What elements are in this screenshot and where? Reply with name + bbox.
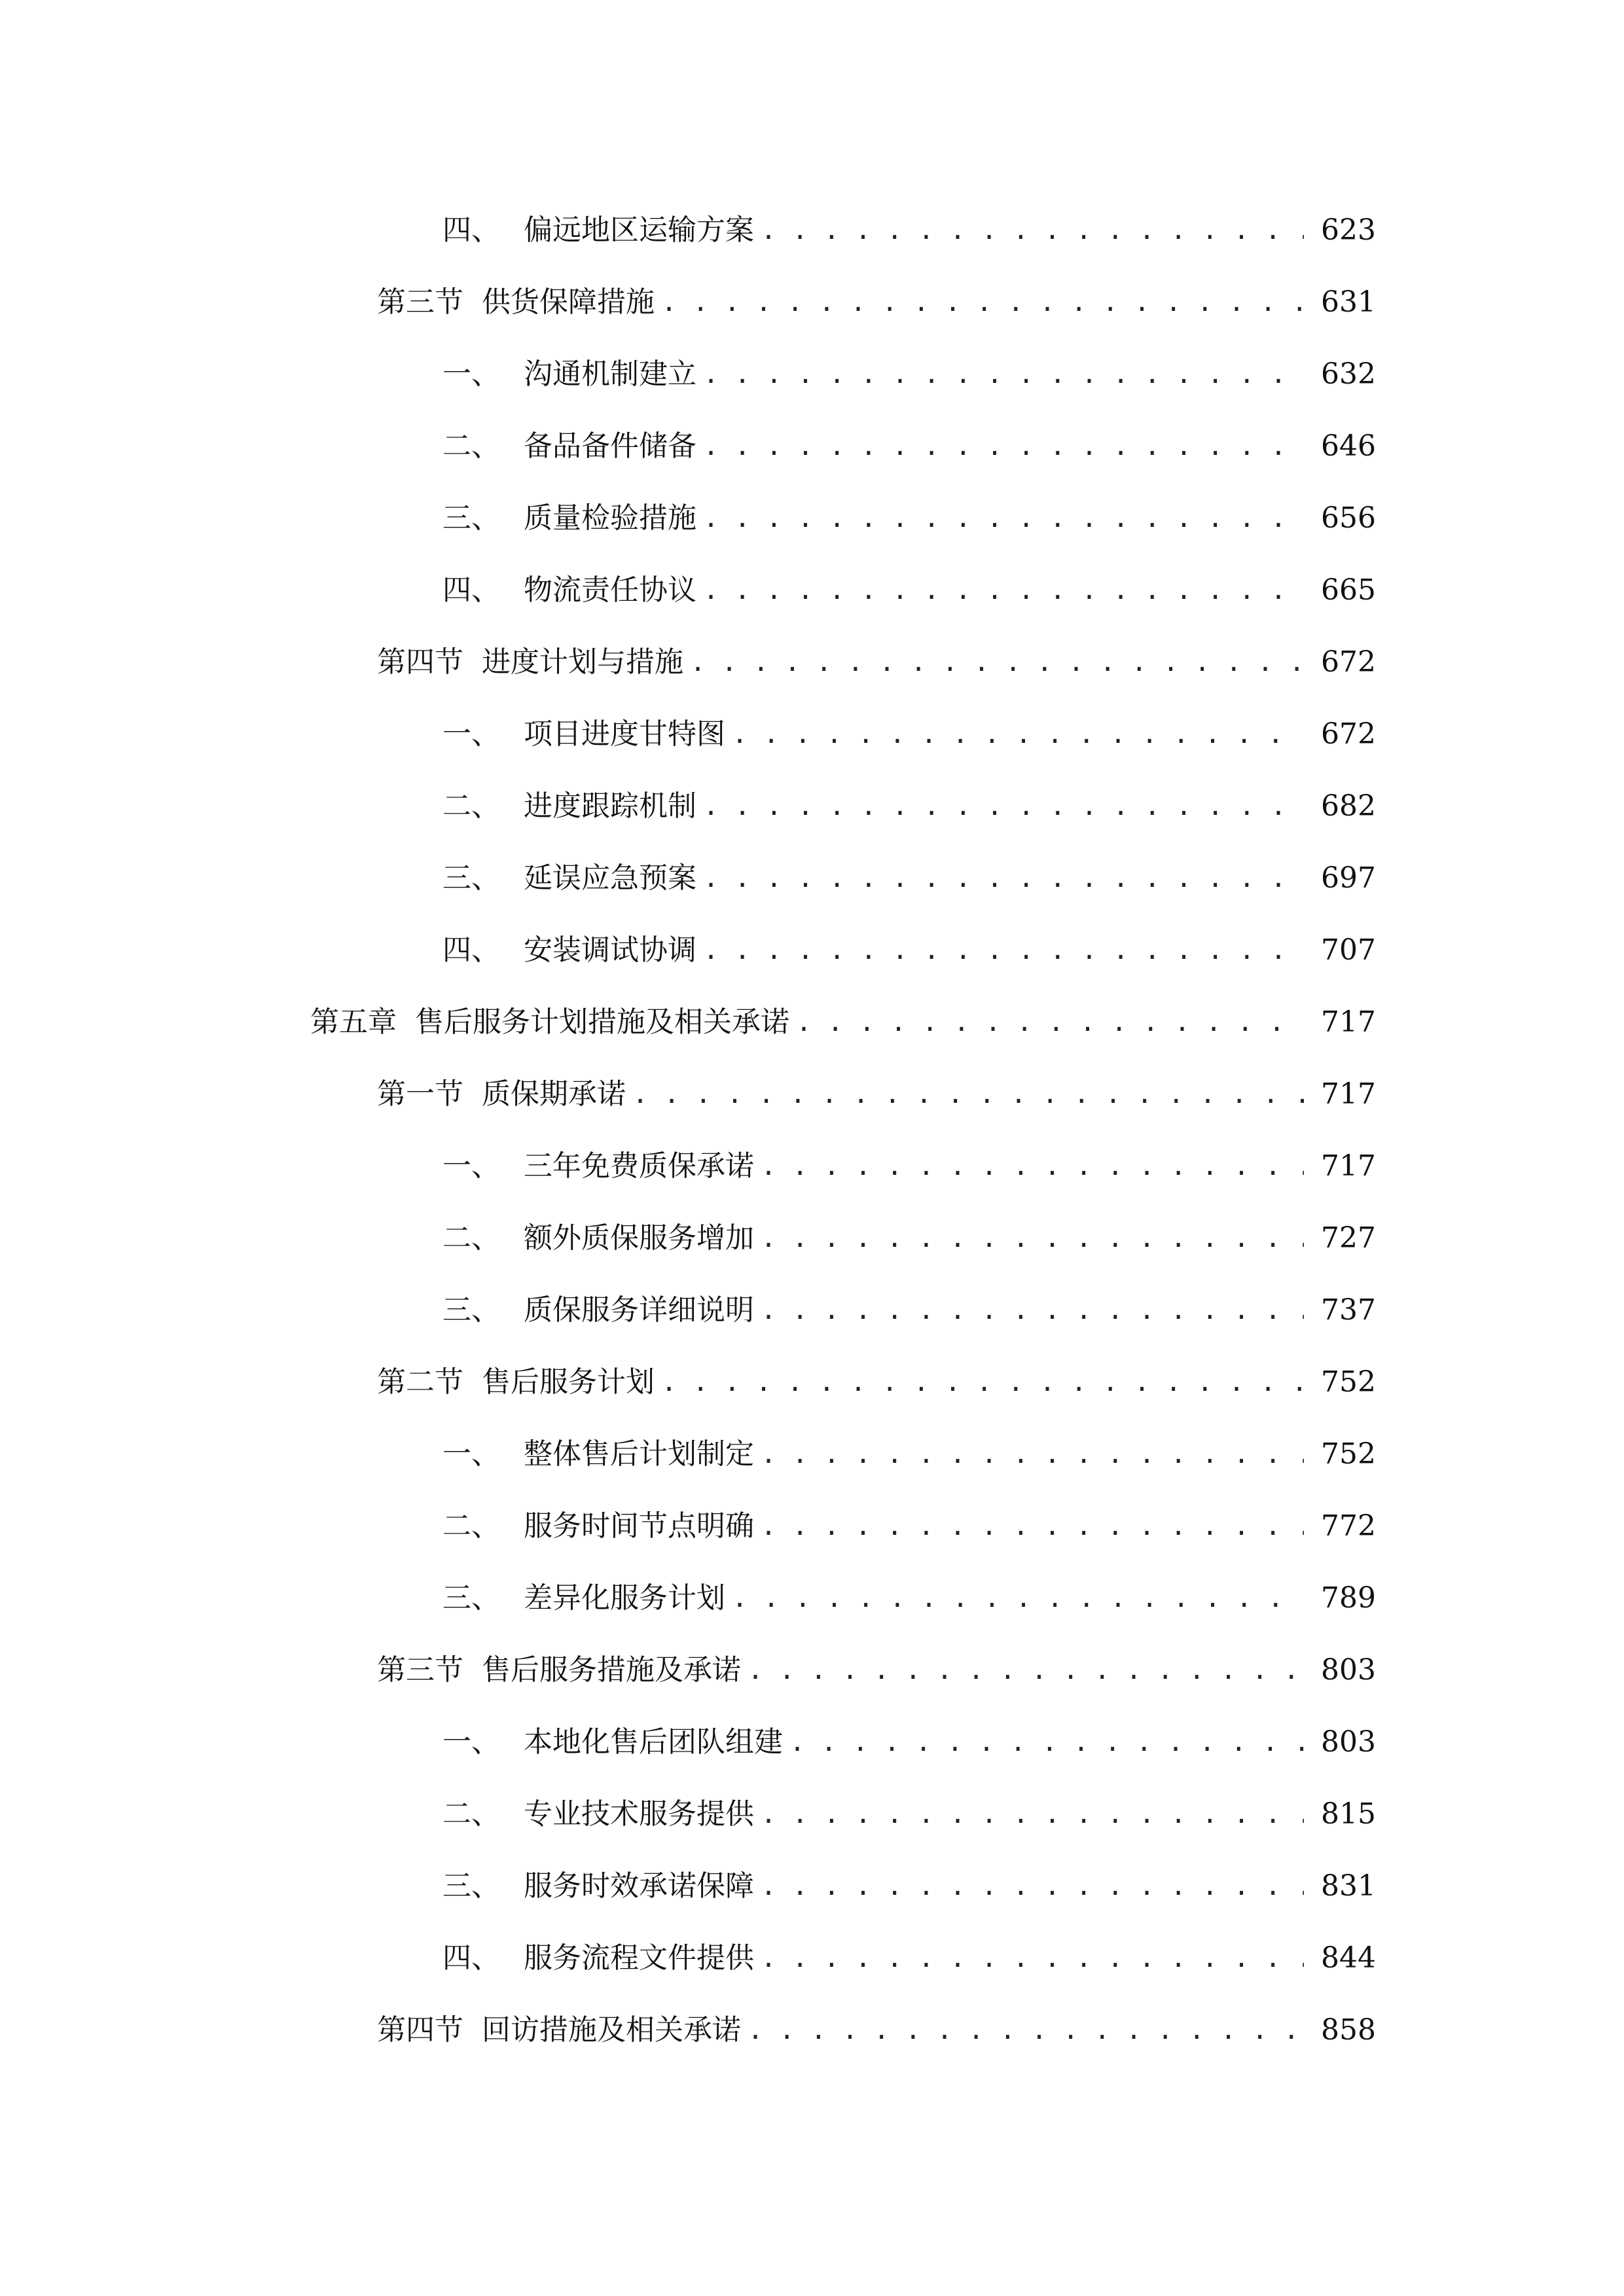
toc-dot-leader	[703, 433, 1304, 459]
toc-entry-page: 727	[1321, 1221, 1376, 1255]
toc-entry-title: 回访措施及相关承诺	[482, 2013, 741, 2047]
toc-entry-number: 三、	[442, 1869, 500, 1903]
toc-entry[interactable]	[0, 482, 1624, 554]
toc-entry[interactable]	[0, 266, 1624, 338]
toc-entry[interactable]	[0, 1634, 1624, 1706]
toc-dot-leader	[732, 721, 1304, 747]
toc-entry-title: 安装调试协调	[524, 933, 696, 967]
toc-entry-number: 二、	[442, 429, 500, 463]
toc-entry-title: 备品备件储备	[524, 429, 696, 463]
toc-entry-page: 831	[1321, 1869, 1376, 1903]
toc-entry-number: 三、	[442, 1293, 500, 1327]
toc-entry-number: 第一节	[377, 1077, 463, 1111]
toc-entry-number: 二、	[442, 1509, 500, 1543]
toc-entry[interactable]	[0, 626, 1624, 698]
toc-dot-leader	[748, 1657, 1304, 1683]
toc-entry-chapter[interactable]	[0, 986, 1624, 1058]
toc-entry-page: 858	[1321, 2013, 1376, 2047]
toc-entry-number: 一、	[442, 1725, 500, 1759]
toc-entry[interactable]	[0, 338, 1624, 410]
toc-entry-number: 二、	[442, 789, 500, 823]
toc-entry[interactable]	[0, 842, 1624, 914]
toc-entry-page: 717	[1321, 1149, 1376, 1183]
toc-entry-page: 631	[1321, 285, 1376, 319]
toc-entry-number: 一、	[442, 1149, 500, 1183]
toc-entry[interactable]	[0, 1490, 1624, 1562]
toc-entry-number: 三、	[442, 1581, 500, 1615]
toc-entry-page: 789	[1321, 1581, 1376, 1615]
toc-entry-number: 第四节	[377, 645, 463, 679]
toc-dot-leader	[661, 1369, 1304, 1395]
toc-dot-leader	[661, 289, 1304, 315]
toc-entry-title: 三年免费质保承诺	[524, 1149, 754, 1183]
toc-entry-title: 质量检验措施	[524, 501, 696, 535]
toc-entry-title: 售后服务措施及承诺	[482, 1653, 741, 1687]
toc-entry-title: 质保期承诺	[482, 1077, 626, 1111]
toc-entry[interactable]	[0, 410, 1624, 482]
toc-entry-page: 752	[1321, 1365, 1376, 1399]
toc-entry-title: 质保服务详细说明	[524, 1293, 754, 1327]
toc-entry-page: 717	[1321, 1005, 1376, 1039]
toc-entry-number: 第二节	[377, 1365, 463, 1399]
toc-entry-title: 进度跟踪机制	[524, 789, 696, 823]
toc-entry-title: 物流责任协议	[524, 573, 696, 607]
toc-entry-page: 737	[1321, 1293, 1376, 1327]
toc-dot-leader	[632, 1081, 1304, 1107]
toc-entry-number: 一、	[442, 1437, 500, 1471]
toc-entry-page: 632	[1321, 357, 1376, 391]
toc-entry-number: 第四节	[377, 2013, 463, 2047]
toc-dot-leader	[703, 865, 1304, 891]
toc-entry-title: 服务时效承诺保障	[524, 1869, 754, 1903]
toc-entry[interactable]	[0, 194, 1624, 266]
toc-dot-leader	[761, 1225, 1304, 1251]
toc-dot-leader	[761, 1513, 1304, 1539]
toc-dot-leader	[789, 1729, 1304, 1755]
toc-entry-page: 656	[1321, 501, 1376, 535]
toc-entry-page: 665	[1321, 573, 1376, 607]
toc-entry-number: 二、	[442, 1797, 500, 1831]
toc-entry-page: 672	[1321, 645, 1376, 679]
toc-entry-page: 752	[1321, 1437, 1376, 1471]
toc-dot-leader	[761, 1945, 1304, 1971]
toc-entry-page: 707	[1321, 933, 1376, 967]
toc-entry-page: 803	[1321, 1653, 1376, 1687]
toc-entry-number: 三、	[442, 861, 500, 895]
toc-entry-page: 646	[1321, 429, 1376, 463]
toc-entry-title: 供货保障措施	[482, 285, 655, 319]
toc-dot-leader	[796, 1009, 1304, 1035]
toc-entry-number: 四、	[442, 213, 500, 247]
toc-dot-leader	[761, 1873, 1304, 1899]
toc-dot-leader	[703, 577, 1304, 603]
toc-dot-leader	[703, 505, 1304, 531]
toc-dot-leader	[761, 1297, 1304, 1323]
toc-entry[interactable]	[0, 1418, 1624, 1490]
toc-entry[interactable]	[0, 1850, 1624, 1922]
toc-entry-title: 偏远地区运输方案	[524, 213, 754, 247]
toc-entry-number: 四、	[442, 573, 500, 607]
toc-entry-title: 差异化服务计划	[524, 1581, 725, 1615]
toc-entry-page: 672	[1321, 717, 1376, 751]
toc-entry-page: 682	[1321, 789, 1376, 823]
toc-dot-leader	[703, 361, 1304, 387]
toc-entry-number: 四、	[442, 933, 500, 967]
toc-entry[interactable]	[0, 1202, 1624, 1274]
toc-entry-number: 四、	[442, 1941, 500, 1975]
toc-dot-leader	[732, 1585, 1304, 1611]
toc-entry[interactable]	[0, 1994, 1624, 2066]
toc-dot-leader	[690, 649, 1304, 675]
toc-entry-number: 一、	[442, 357, 500, 391]
toc-entry-title: 服务流程文件提供	[524, 1941, 754, 1975]
toc-entry-number: 三、	[442, 501, 500, 535]
toc-dot-leader	[703, 793, 1304, 819]
toc-entry-number: 第三节	[377, 285, 463, 319]
toc-entry[interactable]	[0, 554, 1624, 626]
toc-entry[interactable]	[0, 1130, 1624, 1202]
toc-dot-leader	[748, 2017, 1304, 2043]
toc-entry[interactable]	[0, 1706, 1624, 1778]
toc-entry-title: 进度计划与措施	[482, 645, 683, 679]
toc-entry-number: 二、	[442, 1221, 500, 1255]
table-of-contents	[0, 194, 1624, 2066]
toc-entry[interactable]	[0, 1346, 1624, 1418]
toc-entry-page: 803	[1321, 1725, 1376, 1759]
toc-dot-leader	[761, 217, 1304, 243]
toc-entry[interactable]	[0, 1274, 1624, 1346]
toc-dot-leader	[761, 1441, 1304, 1467]
toc-entry-page: 623	[1321, 213, 1376, 247]
toc-entry-title: 沟通机制建立	[524, 357, 696, 391]
toc-dot-leader	[703, 937, 1304, 963]
toc-entry-title: 整体售后计划制定	[524, 1437, 754, 1471]
toc-entry[interactable]	[0, 770, 1624, 842]
toc-entry[interactable]	[0, 1778, 1624, 1850]
toc-entry[interactable]	[0, 1058, 1624, 1130]
toc-entry-page: 697	[1321, 861, 1376, 895]
toc-entry-number: 第五章	[310, 1005, 397, 1039]
toc-entry-number: 一、	[442, 717, 500, 751]
toc-entry[interactable]	[0, 1922, 1624, 1994]
toc-dot-leader	[761, 1153, 1304, 1179]
toc-dot-leader	[761, 1801, 1304, 1827]
toc-entry-page: 717	[1321, 1077, 1376, 1111]
toc-entry[interactable]	[0, 698, 1624, 770]
toc-entry-title: 项目进度甘特图	[524, 717, 725, 751]
toc-entry[interactable]	[0, 1562, 1624, 1634]
toc-entry-title: 额外质保服务增加	[524, 1221, 754, 1255]
toc-entry-title: 售后服务计划	[482, 1365, 655, 1399]
toc-entry-title: 本地化售后团队组建	[524, 1725, 783, 1759]
toc-entry-title: 延误应急预案	[524, 861, 696, 895]
toc-entry-title: 专业技术服务提供	[524, 1797, 754, 1831]
toc-entry[interactable]	[0, 914, 1624, 986]
toc-entry-page: 815	[1321, 1797, 1376, 1831]
toc-entry-title: 售后服务计划措施及相关承诺	[415, 1005, 789, 1039]
toc-entry-page: 772	[1321, 1509, 1376, 1543]
toc-entry-page: 844	[1321, 1941, 1376, 1975]
toc-entry-title: 服务时间节点明确	[524, 1509, 754, 1543]
toc-entry-number: 第三节	[377, 1653, 463, 1687]
